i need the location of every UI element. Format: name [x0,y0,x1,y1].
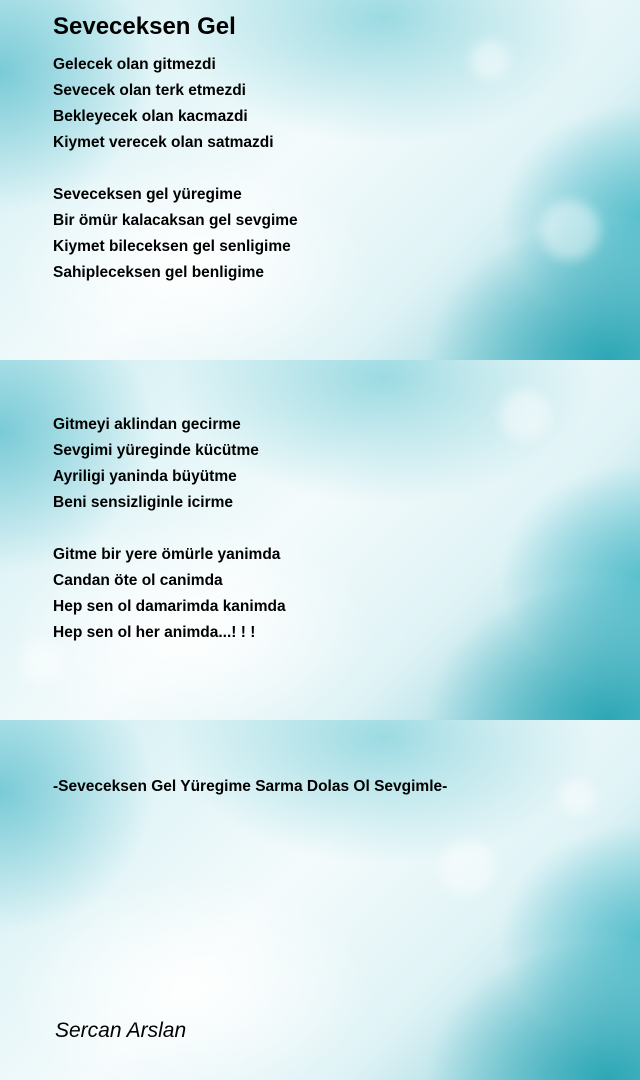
poem-panel-3 [0,720,640,1080]
poem-line: Sevecek olan terk etmezdi [53,82,246,99]
poem-line: Beni sensizliginle icirme [53,494,234,511]
poem-closing-line: -Seveceksen Gel Yüregime Sarma Dolas Ol Sevgimle- [53,778,448,795]
bokeh-light [500,390,550,440]
bokeh-light [20,640,65,685]
bokeh-light [470,40,510,80]
bokeh-light [560,780,595,815]
poem-line: Hep sen ol damarimda kanimda [53,598,286,615]
poem-line: Kiymet bileceksen gel senligime [53,238,291,255]
poem-line: Sahipleceksen gel benligime [53,264,265,281]
author-signature: Sercan Arslan [55,1019,187,1042]
poem-panel-1 [0,0,640,360]
poem-line: Hep sen ol her animda...! ! ! [53,624,256,641]
bokeh-light [540,200,600,260]
stanza-2 [53,182,298,286]
poem-title: Seveceksen Gel [53,13,236,40]
poem-line: Ayriligi yaninda büyütme [53,468,237,485]
poem-line: Candan öte ol canimda [53,572,223,589]
poem-line: Sevgimi yüreginde kücütme [53,442,259,459]
poem-line: Seveceksen gel yüregime [53,186,242,203]
poem-line: Gitmeyi aklindan gecirme [53,416,241,433]
stanza-3 [53,412,259,516]
poem-line: Gelecek olan gitmezdi [53,56,216,73]
poem-panel-2 [0,360,640,720]
poem-line: Kiymet verecek olan satmazdi [53,134,274,151]
stanza-1 [53,52,274,156]
poem-line: Bekleyecek olan kacmazdi [53,108,248,125]
poem-line: Bir ömür kalacaksan gel sevgime [53,212,298,229]
stanza-4 [53,542,286,646]
bokeh-light [440,840,495,895]
poem-line: Gitme bir yere ömürle yanimda [53,546,281,563]
